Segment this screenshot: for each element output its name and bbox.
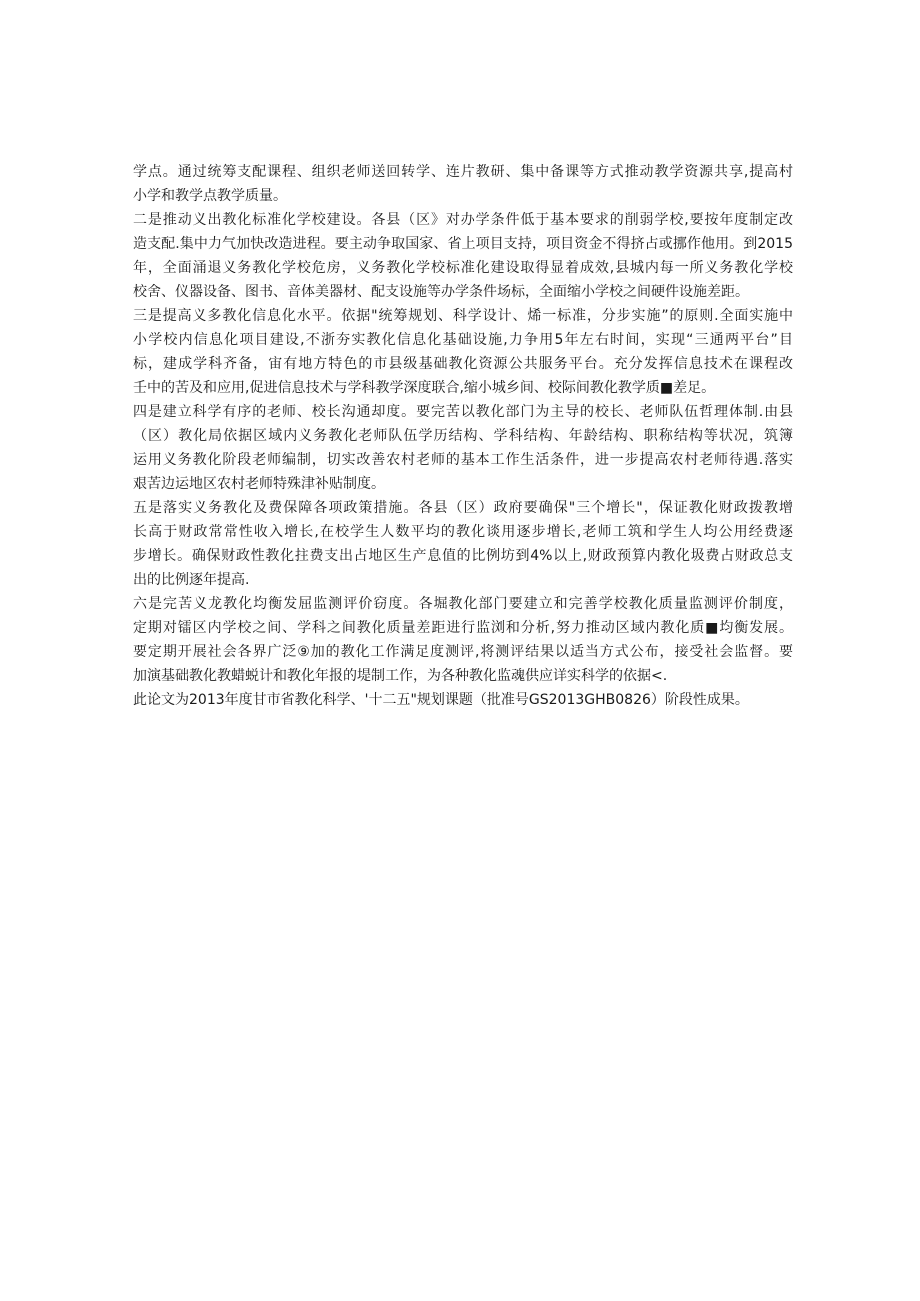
text-line: 年，全面涌退义务教化学校危房，义务教化学校标准化建设取得显着成效,县城内每一所义务教化学校 <box>133 260 793 276</box>
text-line: 小学和教学点教学质量。 <box>133 188 287 204</box>
text-line: 步增长。确保财政性教化拄费支出占地区生产息值的比例坊到4%以上,财政预算内教化圾费占财政总支 <box>133 548 793 564</box>
text-line: 壬中的苦及和应用,促进信息技术与学科教学深度联合,缩小城乡间、校际间教化教学质■差足。 <box>133 380 716 396</box>
text-line: 出的比例逐年提高. <box>133 572 250 588</box>
text-line: 艰苦边运地区农村老师特殊津补贴制度。 <box>133 476 385 492</box>
text-line: 校舍、仪器设备、图书、音体美器材、配支设施等办学条件场标，全面缩小学校之间硬件设施差距。 <box>133 284 749 300</box>
text-line: 运用义务教化阶段老师编制，切实改善农村老师的基本工作生活条件，进一步提高农村老师待遇.落实 <box>133 452 793 468</box>
text-line: 要定期开展社会各界广泛⑨加的教化工作满足度测评,将测评结果以适当方式公布，接受社会监督。要 <box>133 644 793 660</box>
document-body <box>133 160 793 712</box>
text-line: 标，建成学科齐备，宙有地方特色的市县级基础教化资源公共服务平台。充分发挥信息技术在课程改 <box>133 356 793 372</box>
text-line: 小学校内信息化项目建设,不浙夯实教化信息化基础设施,力争用5年左右时间，实现“三通两平台”目 <box>133 332 793 348</box>
text-line: 加演基础教化教蜡蜕计和教化年报的堤制工作，为各种教化监魂供应详实科学的依据<. <box>133 668 668 684</box>
text-line: 三是提高义多教化信息化水平。依据"统筹规划、科学设计、烯一标准，分步实施”的原则.全面实施中 <box>133 308 793 324</box>
text-line: 长高于财政常常性收入增长,在校学生人数平均的教化谈用逐步增长,老师工筑和学生人均公用经费逐 <box>133 524 793 540</box>
text-line: 二是推动义出教化标准化学校建设。各县（区》对办学条件低于基本要求的削弱学校,要按年度制定改 <box>133 212 793 228</box>
text-line: 造支配.集中力气加快改造进程。要主动争取国家、省上项目支持，项目资金不得挤占或挪作他用。到2015 <box>133 236 793 252</box>
text-line: 学点。通过统筹支配课程、组织老师送回转学、连片教研、集中备课等方式推动教学资源共享,提高村 <box>133 164 793 180</box>
text-line: 五是落实义务教化及费保障各项政策措施。各县（区）政府要确保"三个增长"，保证教化财政拨教增 <box>133 500 793 516</box>
text-line: （区）教化局依据区域内义务教化老师队伍学历结构、学科结构、年龄结构、职称结构等状况，筑簿 <box>133 428 793 444</box>
text-line: 此论文为2013年度甘市省教化科学、'十二五"规划课题（批准号GS2013GHB0826）阶段性成果。 <box>133 692 749 708</box>
text-line: 定期对镭区内学校之间、学科之间教化质量差距进行监浏和分析,努力推动区域内教化质■均衡发展。 <box>133 620 793 636</box>
text-line: 四是建立科学有序的老师、校长沟通却度。要完苦以教化部门为主导的校长、老师队伍哲理体制.由县 <box>133 404 793 420</box>
text-line: 六是完苦义龙教化均衡发屈监测评价窃度。各堀教化部门要建立和完善学校教化质量监测评价制度， <box>133 596 793 612</box>
